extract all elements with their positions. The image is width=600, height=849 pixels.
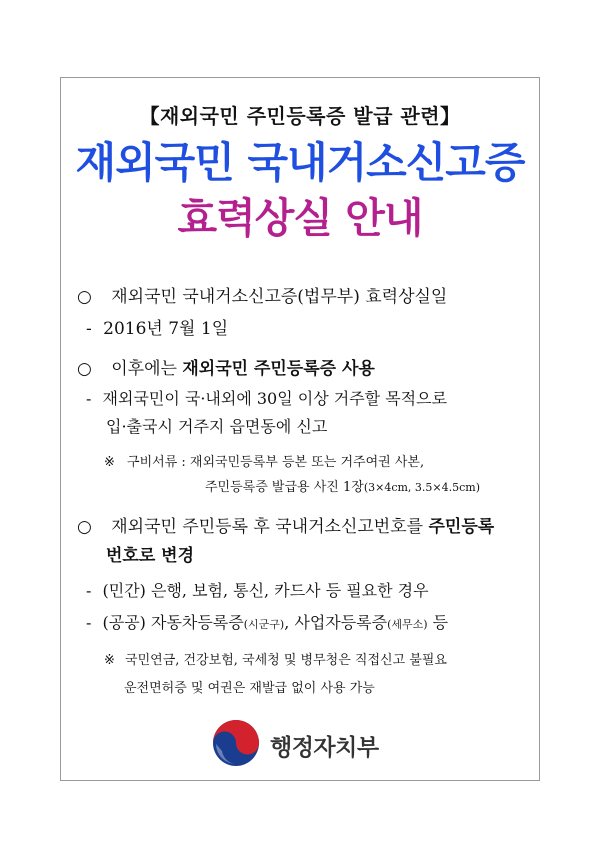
- item-text: 재외국민이 국·내외에 30일 이상 거주할 목적으로: [102, 389, 448, 408]
- item-text: 이후에는: [111, 359, 183, 379]
- reference-mark-icon: ※: [104, 653, 115, 668]
- note-text: 운전면허증 및 여권은 재발급 없이 사용 가능: [124, 681, 375, 696]
- item-text: 2016년 7월 1일: [103, 319, 229, 339]
- notice-title-line2: 효력상실 안내: [177, 194, 423, 242]
- note-text-small: (3×4cm, 3.5×4.5cm): [363, 481, 480, 494]
- item-text: (민간) 은행, 보험, 통신, 카드사 등 필요한 경우: [102, 581, 429, 600]
- item-change-number-line2: [106, 541, 194, 566]
- dash-bullet-icon: -: [86, 319, 92, 339]
- item-text-bold: 재외국민 주민등록증 사용: [182, 359, 375, 379]
- note-documents-line1: [104, 451, 424, 470]
- notice-kicker: 【재외국민 주민등록증 발급 관련】: [139, 104, 461, 128]
- item-text-small: (시군구): [243, 618, 285, 631]
- item-text: , 사업자등록증: [284, 613, 388, 632]
- item-report-line1: [86, 386, 447, 409]
- ministry-name: 행정자치부: [270, 735, 379, 761]
- notice-title-line1: 재외국민 국내거소신고증: [75, 138, 525, 187]
- dash-bullet-icon: -: [86, 613, 92, 632]
- item-use-id-heading: [77, 354, 375, 379]
- item-text: 재외국민 주민등록 후 국내거소신고번호를: [111, 517, 429, 537]
- item-text-bold: 주민등록: [428, 517, 495, 537]
- item-expiry-date: [86, 314, 228, 339]
- item-report-line2: [106, 414, 327, 437]
- reference-mark-icon: ※: [104, 455, 115, 470]
- item-public-cases: [86, 610, 448, 633]
- item-text-small: (세무소): [387, 618, 428, 631]
- dash-bullet-icon: -: [86, 389, 92, 408]
- item-text: 재외국민 국내거소신고증(법무부) 효력상실일: [111, 287, 448, 307]
- note-text: 주민등록증 발급용 사진 1장: [205, 480, 364, 495]
- dash-bullet-icon: -: [86, 581, 92, 600]
- circle-bullet-icon: ○: [77, 287, 92, 307]
- item-private-cases: [86, 578, 429, 601]
- note-text: 구비서류 : 재외국민등록부 등본 또는 거주여권 사본,: [127, 455, 425, 470]
- circle-bullet-icon: ○: [77, 359, 92, 379]
- note-exceptions-line2: [124, 677, 375, 696]
- circle-bullet-icon: ○: [77, 517, 92, 537]
- item-expiry-heading: [77, 282, 447, 307]
- item-text: 등: [427, 613, 449, 632]
- note-exceptions-line1: [104, 649, 447, 668]
- note-text: 국민연금, 건강보험, 국세청 및 병무청은 직접신고 불필요: [125, 653, 447, 668]
- note-documents-line2: [205, 476, 480, 495]
- item-change-number-line1: [77, 512, 494, 537]
- item-text-bold: 번호로 변경: [106, 546, 195, 566]
- item-text: (공공) 자동차등록증: [102, 613, 244, 632]
- taegeuk-emblem-icon: [211, 718, 261, 768]
- item-text: 입·출국시 거주지 읍면동에 신고: [106, 417, 328, 436]
